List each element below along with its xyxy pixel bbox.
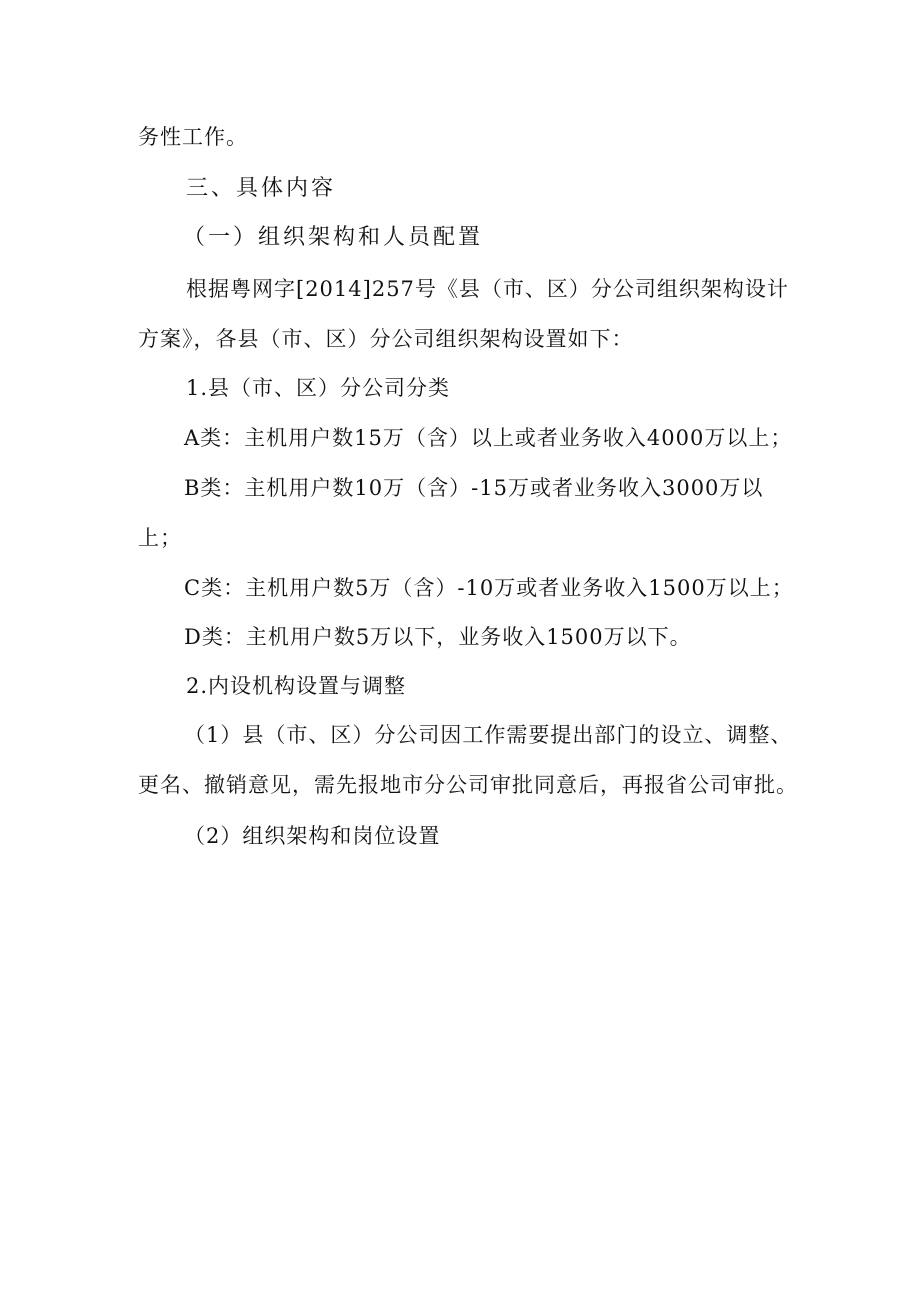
class-a-text: A类：主机用户数15万（含）以上或者业务收入4000万以上； [184, 426, 793, 450]
class-b-text-line-1: B类：主机用户数10万（含）-15万或者业务收入3000万以 [184, 476, 764, 500]
subitem-heading-positions: （2）组织架构和岗位设置 [184, 824, 441, 848]
item-heading-classification: 1.县（市、区）分公司分类 [186, 376, 451, 400]
paragraph-line-continuation: 务性工作。 [138, 125, 248, 149]
subsection-heading-organization: （一）组织架构和人员配置 [183, 225, 484, 250]
class-b-text-line-2: 上； [138, 526, 182, 550]
paragraph-adjustment-line-1: （1）县（市、区）分公司因工作需要提出部门的设立、调整、 [184, 723, 793, 747]
paragraph-basis-line-1: 根据粤网字[2014]257号《县（市、区）分公司组织架构设计 [186, 277, 789, 301]
paragraph-basis-line-2: 方案》，各县（市、区）分公司组织架构设置如下： [138, 327, 634, 351]
item-heading-internal-structure: 2.内设机构设置与调整 [186, 674, 407, 698]
class-d-text: D类：主机用户数5万以下，业务收入1500万以下。 [184, 625, 692, 649]
section-heading-specific-content: 三、具体内容 [186, 176, 337, 201]
class-c-text: C类：主机用户数5万（含）-10万或者业务收入1500万以上； [184, 576, 794, 600]
paragraph-adjustment-line-2: 更名、撤销意见，需先报地市分公司审批同意后，再报省公司审批。 [138, 773, 798, 797]
